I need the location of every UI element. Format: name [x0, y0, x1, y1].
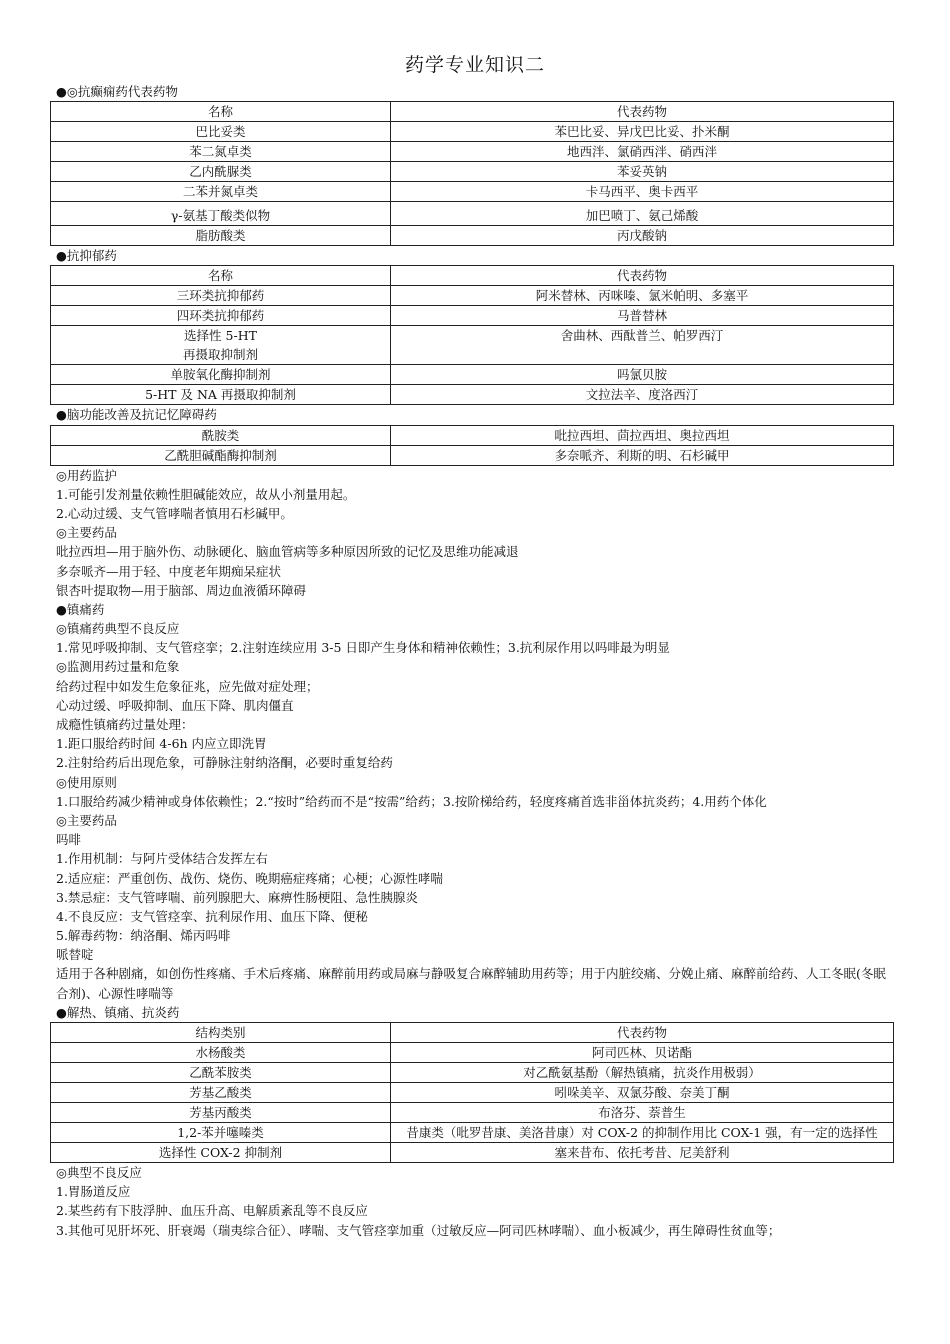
text-line: 5.解毒药物：纳洛酮、烯丙吗啡 — [56, 928, 231, 944]
table-header-cell: 代表药物 — [391, 102, 894, 122]
table-cell-drugs: 苯巴比妥、异戊巴比妥、扑米酮 — [391, 122, 894, 142]
text-line: 2.心动过缓、支气管哮喘者慎用石杉碱甲。 — [56, 505, 293, 521]
table-cell-drugs: 吗氯贝胺 — [391, 365, 894, 385]
table-cell-name: 三环类抗抑郁药 — [51, 286, 391, 306]
table-header-row — [51, 266, 894, 286]
section-heading-antidepressant: ●抗抑郁药 — [56, 248, 117, 264]
table-cell-name: 苯二氮卓类 — [51, 142, 391, 162]
table-cell-drugs: 卡马西平、奥卡西平 — [391, 182, 894, 202]
table-row — [51, 122, 894, 142]
text-block-adverse-reactions — [56, 1163, 894, 1240]
table-cell-name: 乙内酰脲类 — [51, 162, 391, 182]
table-row — [51, 365, 894, 385]
nsaids-table — [50, 1022, 894, 1163]
section-heading-antiepileptic: ●◎抗癫痫药代表药物 — [56, 84, 178, 99]
table-cell-drugs: 塞来昔布、依托考昔、尼美舒利 — [391, 1143, 894, 1163]
table-cell-name: 芳基乙酸类 — [51, 1083, 391, 1103]
table-cell-name: 乙酰胆碱酯酶抑制剂 — [51, 445, 391, 465]
table-row — [51, 286, 894, 306]
text-line: ◎主要药品 — [56, 525, 117, 541]
table-cell-name: 芳基丙酸类 — [51, 1103, 391, 1123]
text-block-monitoring — [56, 466, 894, 792]
text-line: 3.其他可见肝坏死、肝衰竭（瑞夷综合征）、哮喘、支气管痉挛加重（过敏反应—阿司匹林哮喘）、血小板减少，再生障碍性贫血等； — [56, 1222, 781, 1238]
table-row — [51, 226, 894, 246]
table-cell-name: 二苯并氮卓类 — [51, 182, 391, 202]
table-cell-name: 单胺氧化酶抑制剂 — [51, 365, 391, 385]
table-cell-name: 5-HT 及 NA 再摄取抑制剂 — [51, 385, 391, 405]
text-line: 1.胃肠道反应 — [56, 1184, 131, 1200]
table-cell-drugs: 昔康类（吡罗昔康、美洛昔康）对 COX-2 的抑制作用比 COX-1 强，有一定的选择性 — [391, 1123, 894, 1143]
document-title: 药学专业知识二 — [404, 54, 545, 76]
table-row — [51, 1043, 894, 1063]
table-cell-drugs: 文拉法辛、度洛西汀 — [391, 385, 894, 405]
table-cell-drugs: 阿司匹林、贝诺酯 — [391, 1043, 894, 1063]
table-cell-drugs: 多奈哌齐、利斯的明、石杉碱甲 — [391, 445, 894, 465]
section-heading-brain-function: ●脑功能改善及抗记忆障碍药 — [56, 407, 217, 423]
table-row — [51, 202, 894, 226]
text-line: 银杏叶提取物—用于脑部、周边血液循环障碍 — [56, 582, 307, 598]
table-cell-name: 水杨酸类 — [51, 1043, 391, 1063]
table-cell-drugs: 地西泮、氯硝西泮、硝西泮 — [391, 142, 894, 162]
table-cell-drugs: 加巴喷丁、氨己烯酸 — [391, 202, 894, 226]
table-cell-drugs: 布洛芬、萘普生 — [391, 1103, 894, 1123]
table-cell-drugs: 阿米替林、丙咪嗪、氯米帕明、多塞平 — [391, 286, 894, 306]
section-heading-nsaids: ●解热、镇痛、抗炎药 — [56, 1004, 180, 1020]
text-line: 多奈哌齐—用于轻、中度老年期痴呆症状 — [56, 563, 282, 579]
table-row — [51, 142, 894, 162]
table-cell-name: 酰胺类 — [51, 425, 391, 445]
table-row — [51, 445, 894, 465]
table-header-cell: 名称 — [51, 102, 391, 122]
table-cell-drugs: 吡拉西坦、茴拉西坦、奥拉西坦 — [391, 425, 894, 445]
text-line: ◎用药监护 — [56, 467, 117, 483]
text-line: 吡拉西坦—用于脑外伤、动脉硬化、脑血管病等多种原因所致的记忆及思维功能减退 — [56, 544, 519, 560]
text-paragraph-principles: 1.口服给药减少精神或身体依赖性；2.“按时”给药而不是“按需”给药；3.按阶梯给药，轻度疼痛首选非甾体抗炎药；4.用药个体化 — [56, 793, 767, 809]
table-cell-name — [51, 326, 391, 365]
table-row — [51, 1063, 894, 1083]
table-cell-name: 四环类抗抑郁药 — [51, 306, 391, 326]
table-row — [51, 1123, 894, 1143]
text-line: 给药过程中如发生危象征兆，应先做对症处理； — [56, 678, 319, 694]
table-cell-drugs: 马普替林 — [391, 306, 894, 326]
table-header-row — [51, 102, 894, 122]
text-line: 1.常见呼吸抑制、支气管痉挛；2.注射连续应用 3-5 日即产生身体和精神依赖性；3.抗利尿作用以吗啡最为明显 — [56, 640, 670, 656]
table-header-row — [51, 1023, 894, 1043]
text-line: 吗啡 — [56, 832, 82, 848]
table-cell-name: γ-氨基丁酸类似物 — [51, 202, 391, 226]
table-cell-name: 1,2-苯并噻嗪类 — [51, 1123, 391, 1143]
text-line: ◎监测用药过量和危象 — [56, 659, 180, 675]
text-line: ◎镇痛药典型不良反应 — [56, 621, 180, 637]
text-line: 成瘾性镇痛药过量处理： — [56, 717, 194, 732]
table-cell-name: 巴比妥类 — [51, 122, 391, 142]
text-line: ●镇痛药 — [56, 601, 105, 617]
text-line: 3.禁忌症：支气管哮喘、前列腺肥大、麻痹性肠梗阻、急性胰腺炎 — [56, 889, 418, 905]
table-cell-name-line1: 选择性 5-HT — [184, 328, 257, 344]
text-line: 1.可能引发剂量依赖性胆碱能效应，故从小剂量用起。 — [56, 486, 356, 502]
text-line: ◎使用原则 — [56, 774, 117, 790]
antidepressant-table — [50, 265, 894, 405]
text-block-main-drugs — [56, 811, 894, 965]
table-row — [51, 182, 894, 202]
text-line: 2.适应症：严重创伤、战伤、烧伤、晚期癌症疼痛；心梗；心源性哮喘 — [56, 870, 443, 886]
table-row — [51, 306, 894, 326]
table-row — [51, 162, 894, 182]
table-header-cell: 代表药物 — [391, 266, 894, 286]
table-cell-drugs: 丙戊酸钠 — [391, 226, 894, 246]
table-cell-name: 脂肪酸类 — [51, 226, 391, 246]
antiepileptic-table — [50, 101, 894, 246]
text-line: 2.某些药有下肢浮肿、血压升高、电解质紊乱等不良反应 — [56, 1203, 368, 1219]
text-line: ◎主要药品 — [56, 812, 117, 828]
table-header-cell: 代表药物 — [391, 1023, 894, 1043]
table-cell-name-line2: 再摄取抑制剂 — [182, 347, 258, 363]
table-header-cell: 结构类别 — [51, 1023, 391, 1043]
document-page — [56, 52, 894, 1240]
table-row — [51, 1083, 894, 1103]
table-cell-drugs: 舍曲林、西酞普兰、帕罗西汀 — [391, 326, 894, 365]
table-row — [51, 385, 894, 405]
table-cell-drugs: 对乙酰氨基酚（解热镇痛，抗炎作用极弱） — [391, 1063, 894, 1083]
table-cell-drugs: 苯妥英钠 — [391, 162, 894, 182]
table-cell-name: 选择性 COX-2 抑制剂 — [51, 1143, 391, 1163]
table-header-cell: 名称 — [51, 266, 391, 286]
table-cell-name: 乙酰苯胺类 — [51, 1063, 391, 1083]
text-line: 心动过缓、呼吸抑制、血压下降、肌肉僵直 — [56, 697, 294, 713]
table-row — [51, 425, 894, 445]
table-row — [51, 1143, 894, 1163]
text-paragraph-pethidine: 适用于各种剧痛，如创伤性疼痛、手术后疼痛、麻醉前用药或局麻与静吸复合麻醉辅助用药等；用于内脏绞痛、分娩止痛、麻醉前给药、人工冬眠(冬眠合剂)、心源性哮喘等 — [56, 966, 886, 1001]
text-line: 1.距口服给药时间 4-6h 内应立即洗胃 — [56, 736, 267, 752]
text-line: ◎典型不良反应 — [56, 1165, 142, 1181]
text-line: 2.注射给药后出现危象，可静脉注射纳洛酮，必要时重复给药 — [56, 755, 393, 771]
text-line: 1.作用机制：与阿片受体结合发挥左右 — [56, 851, 268, 867]
text-line: 哌替啶 — [56, 947, 94, 963]
table-row — [51, 1103, 894, 1123]
table-cell-drugs: 吲哚美辛、双氯芬酸、奈美丁酮 — [391, 1083, 894, 1103]
text-line: 4.不良反应：支气管痉挛、抗利尿作用、血压下降、便秘 — [56, 908, 368, 924]
brain-function-table — [50, 425, 894, 466]
table-row — [51, 326, 894, 365]
